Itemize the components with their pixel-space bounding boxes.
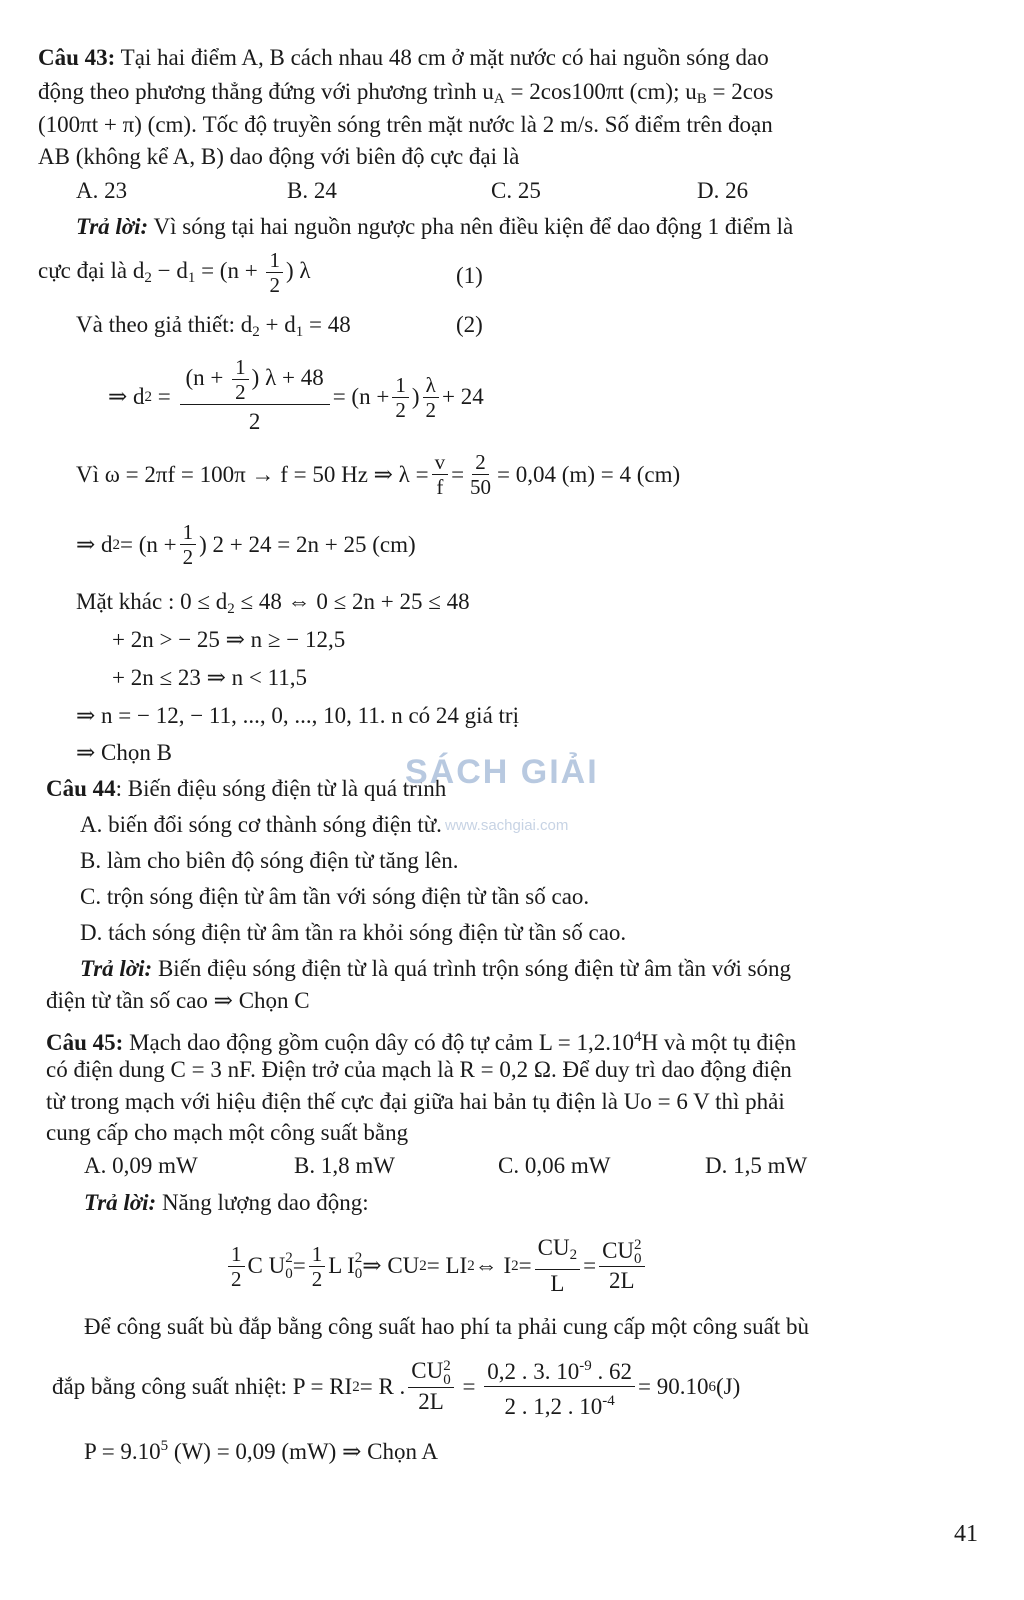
q44-option-a: A. biến đổi sóng cơ thành sóng điện từ. bbox=[80, 812, 442, 837]
q43-choice: ⇒ Chọn B bbox=[76, 740, 172, 765]
q44-option-b: B. làm cho biên độ sóng điện từ tăng lên. bbox=[80, 848, 459, 873]
eq-tag-1: (1) bbox=[456, 263, 483, 288]
q45-line-4: cung cấp cho mạch một công suất bằng bbox=[46, 1120, 409, 1145]
q43-d2-formula: ⇒ d 2 = (n + $\frac{1}{2}$ ) λ + 48 2 = (n + $\frac{1}{2}$ ) $\frac{\lambda}{2}$ + 24 bbox=[108, 355, 484, 439]
q45-option-c: C. 0,06 mW bbox=[498, 1153, 611, 1178]
q43-other-hand: Mặt khác : $0 \le d_2 \le 48$ ⇔ 0 ≤ 2n + 25 ≤ 48 bbox=[76, 589, 470, 617]
page-number: 41 bbox=[954, 1521, 978, 1547]
q43-inequality-1: + 2n > − 25 ⇒ n ≥ − 12,5 bbox=[112, 627, 346, 652]
q43-number: Câu 43: bbox=[38, 45, 116, 70]
q45-final-result: $P = 9.10^5$ (W) = 0,09 (mW) ⇒ Chọn A bbox=[84, 1438, 439, 1464]
q45-energy-equation: $\frac{1}{2}$ C U 2 0 = $\frac{1}{2}$ L I 2 0 ⇒ CU 2 = LI 2 ⇔ I 2 = $\frac{CU_2}{L}$ = CU 2 0 2L bbox=[225, 1234, 648, 1298]
q43-line-3: (100πt + π) (cm). Tốc độ truyền sóng trên mặt nước là 2 m/s. Số điểm trên đoạn bbox=[38, 112, 773, 137]
q43-hypothesis: Và theo giả thiết: $d_2 + d_1 = 48$ bbox=[76, 312, 351, 340]
q43-option-d: D. 26 bbox=[697, 178, 749, 203]
sachgiai-watermark bbox=[405, 750, 625, 845]
q43-condition: cực đại là $d_2 - d_1 = (n$ + $\frac{1}{2}$ ) λ bbox=[38, 248, 311, 297]
q43-inequality-2: + 2n ≤ 23 ⇒ n < 11,5 bbox=[112, 665, 307, 690]
q45-line-2: có điện dung C = 3 nF. Điện trở của mạch là R = 0,2 Ω. Để duy trì dao động điện bbox=[46, 1057, 792, 1082]
q43-option-a: A. 23 bbox=[76, 178, 128, 203]
q43-option-c: C. 25 bbox=[491, 178, 541, 203]
half-fraction: $\frac{1}{2}$ bbox=[266, 248, 283, 297]
q45-option-a: A. 0,09 mW bbox=[84, 1153, 198, 1178]
q43-omega-line: Vì ω = 2πf = 100π → f = 50 Hz ⇒ λ = $\frac{v}{f}$ = $\frac{2}{50}$ = 0,04 (m) = 4 (cm) bbox=[76, 450, 681, 499]
q43-n-values: ⇒ n = − 12, − 11, ..., 0, ..., 10, 11. n có 24 giá trị bbox=[76, 703, 519, 728]
q44-answer-line-2: điện từ tần số cao ⇒ Chọn C bbox=[46, 988, 310, 1013]
q43-d2-result: ⇒ d 2 = (n + $\frac{1}{2}$ ) 2 + 24 = 2n + 25 (cm) bbox=[76, 520, 416, 569]
q45-line-1: Câu 45: Mạch dao động gồm cuộn dây có độ tự cảm $L = 1,2.10^4H$ và một tụ điện bbox=[46, 1029, 797, 1055]
watermark-url: www.sachgiai.com bbox=[445, 817, 569, 834]
q43-answer-intro: Trả lời: Vì sóng tại hai nguồn ngược pha nên điều kiện để dao động 1 điểm là bbox=[76, 214, 794, 239]
eq-tag-2: (2) bbox=[456, 312, 483, 337]
q45-option-d: D. 1,5 mW bbox=[705, 1153, 808, 1178]
q44-question: Câu 44: Biến điệu sóng điện từ là quá trình bbox=[46, 776, 447, 801]
q43-option-b: B. 24 bbox=[287, 178, 337, 203]
d2-big-fraction: (n + $\frac{1}{2}$ ) λ + 48 2 bbox=[180, 355, 330, 439]
q43-line-2: động theo phương thẳng đứng với phương trình $u_A = 2\cos 100\pi t$ (cm); $u_B = 2\cos$ bbox=[38, 79, 774, 107]
q45-compensation-line: Để công suất bù đắp bằng công suất hao phí ta phải cung cấp một công suất bù bbox=[84, 1314, 809, 1339]
watermark-brand: SÁCH GIẢI bbox=[405, 753, 599, 791]
q44-option-c: C. trộn sóng điện từ âm tần với sóng điện từ tần số cao. bbox=[80, 884, 590, 909]
q43-line-1: Câu 43: Tại hai điểm A, B cách nhau 48 cm ở mặt nước có hai nguồn sóng dao bbox=[38, 45, 769, 70]
q44-option-d: D. tách sóng điện từ âm tần ra khỏi sóng điện từ tần số cao. bbox=[80, 920, 627, 945]
q45-option-b: B. 1,8 mW bbox=[294, 1153, 395, 1178]
q45-answer-intro: Trả lời: Năng lượng dao động: bbox=[84, 1190, 369, 1215]
q45-power-equation: đắp bằng công suất nhiệt: P = RI 2 = R . CU 2 0 2L = $\frac{0,2 . 3. 10^{-9} . 62}{2 . 1,2 . 10^{-4}}$ = 90.10 6 (J) bbox=[52, 1352, 740, 1421]
q43-line-4: AB (không kể A, B) dao động với biên độ cực đại là bbox=[38, 144, 520, 169]
q45-line-3: từ trong mạch với hiệu điện thế cực đại giữa hai bản tụ điện là Uo = 6 V thì phải bbox=[46, 1089, 785, 1114]
q44-number: Câu 44 bbox=[46, 776, 116, 801]
q44-answer-line-1: Trả lời: Biến điệu sóng điện từ là quá trình trộn sóng điện từ âm tần với sóng bbox=[80, 956, 792, 981]
q45-number: Câu 45: bbox=[46, 1030, 124, 1055]
